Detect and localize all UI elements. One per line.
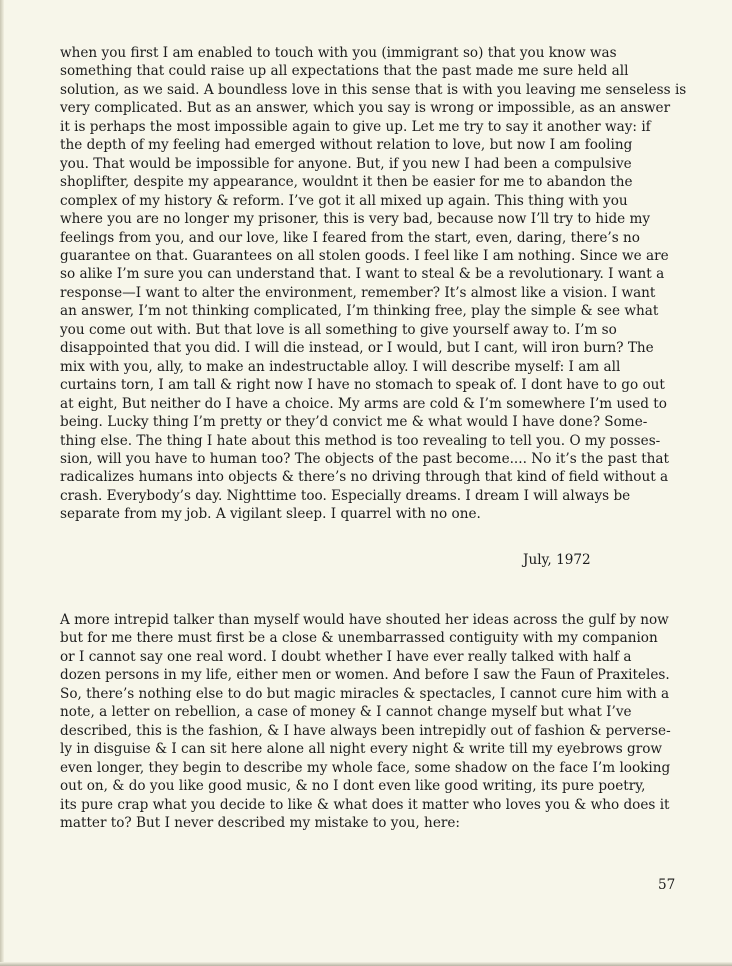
body-paragraph-2	[60, 611, 674, 832]
text-line: something that could raise up all expectations that the past made me sure held all	[60, 63, 629, 80]
text-line: so alike I’m sure you can understand that. I want to steal & be a revolutionary. I want a	[60, 266, 665, 283]
text-line: it is perhaps the most impossible again to give up. Let me try to say it another way: if	[60, 118, 651, 135]
text-line: disappointed that you did. I will die instead, or I would, but I cant, will iron burn? The	[60, 340, 654, 357]
text-line: separate from my job. A vigilant sleep. I quarrel with no one.	[60, 506, 481, 523]
text-line: out on, & do you like good music, & no I dont even like good writing, its pure poetry,	[60, 778, 646, 795]
text-line: shoplifter, despite my appearance, wouldnt it then be easier for me to abandon the	[60, 174, 633, 191]
text-line: curtains torn, I am tall & right now I have no stomach to speak of. I dont have to go out	[60, 377, 665, 394]
text-line: very complicated. But as an answer, which you say is wrong or impossible, as an answer	[60, 100, 671, 117]
text-line: its pure crap what you decide to like & what does it matter who loves you & who does it	[60, 796, 670, 813]
page-binding-edge	[0, 0, 4, 966]
text-line: an answer, I’m not thinking complicated, I’m thinking free, play the simple & see what	[60, 303, 659, 320]
text-line: A more intrepid talker than myself would have shouted her ideas across the gulf by now	[60, 612, 669, 628]
page-number: 57	[658, 877, 676, 893]
text-line: crash. Everybody’s day. Nighttime too. Especially dreams. I dream I will always be	[60, 487, 631, 504]
text-line: but for me there must first be a close & unembarrassed contiguity with my companion	[60, 630, 658, 647]
text-line: sion, will you have to human too? The objects of the past become.... No it’s the past that	[60, 450, 669, 467]
text-line: matter to? But I never described my mistake to you, here:	[60, 814, 460, 831]
text-line: dozen persons in my life, either men or women. And before I saw the Faun of Praxiteles.	[60, 667, 670, 684]
text-line: where you are no longer my prisoner, this is very bad, because now I’ll try to hide my	[60, 211, 651, 228]
text-line: complex of my history & reform. I’ve got it all mixed up again. This thing with you	[60, 192, 628, 209]
page-bottom-edge	[0, 962, 732, 966]
text-line: feelings from you, and our love, like I feared from the start, even, daring, there’s no	[60, 229, 640, 246]
text-line: note, a letter on rebellion, a case of money & I cannot change myself but what I’ve	[60, 704, 632, 721]
text-line: mix with you, ally, to make an indestructable alloy. I will describe myself: I am all	[60, 358, 621, 375]
dateline: July, 1972	[523, 552, 591, 568]
text-line: you. That would be impossible for anyone. But, if you new I had been a compulsive	[60, 155, 632, 172]
text-line: thing else. The thing I hate about this method is too revealing to tell you. O my posses-	[60, 432, 661, 449]
text-line: being. Lucky thing I’m pretty or they’d convict me & what would I have done? Some-	[60, 414, 648, 431]
text-line: at eight, But neither do I have a choice. My arms are cold & I’m somewhere I’m used to	[60, 395, 667, 412]
text-line: you come out with. But that love is all something to give yourself away to. I’m so	[60, 321, 617, 338]
body-paragraph-1	[60, 44, 687, 524]
text-line: response—I want to alter the environment, remember? It’s almost like a vision. I want	[60, 284, 656, 301]
text-line: the depth of my feeling had emerged without relation to love, but now I am fooling	[60, 137, 633, 154]
text-line: radicalizes humans into objects & there’s no driving through that kind of field without a	[60, 469, 669, 486]
text-line: solution, as we said. A boundless love in this sense that is with you leaving me senseless is	[60, 81, 687, 98]
text-line: guarantee on that. Guarantees on all stolen goods. I feel like I am nothing. Since we are	[60, 247, 669, 264]
text-line: ly in disguise & I can sit here alone all night every night & write till my eyebrows grow	[60, 741, 663, 758]
text-line: So, there’s nothing else to do but magic miracles & spectacles, I cannot cure him with a	[60, 685, 670, 702]
text-line: when you first I am enabled to touch with you (immigrant so) that you know was	[60, 45, 617, 61]
text-line: even longer, they begin to describe my whole face, some shadow on the face I’m looking	[60, 759, 671, 776]
text-line: described, this is the fashion, & I have always been intrepidly out of fashion & perverse-	[60, 722, 671, 739]
text-line: or I cannot say one real word. I doubt whether I have ever really talked with half a	[60, 648, 632, 665]
